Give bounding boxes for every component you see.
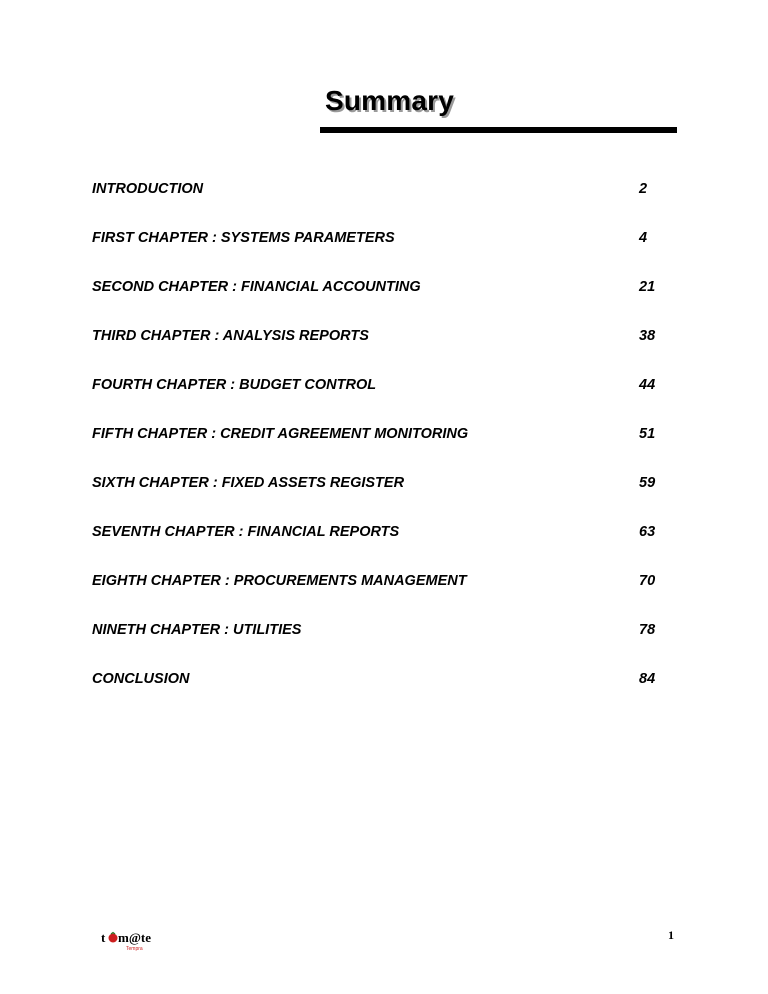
company-logo [100,929,160,953]
toc-entry-page: 44 [639,377,656,393]
logo-subtext: Tempra [126,946,143,952]
page-title: Summary [325,85,455,116]
toc-entry-fifth-chapter[interactable] [92,425,672,474]
toc-entry-label: SIXTH CHAPTER : FIXED ASSETS REGISTER [92,475,405,491]
table-of-contents [92,180,672,719]
logo-t-letter: t [101,930,106,945]
title-underline [320,127,677,133]
page-number: 1 [668,928,674,942]
toc-entry-first-chapter[interactable] [92,229,672,278]
toc-entry-page: 21 [639,279,656,295]
toc-entry-label: SECOND CHAPTER : FINANCIAL ACCOUNTING [92,279,421,295]
toc-entry-seventh-chapter[interactable] [92,523,672,572]
logo-rest-letters: m@te [118,930,152,945]
toc-entry-page: 84 [639,671,656,687]
toc-entry-page: 63 [639,524,656,540]
toc-entry-third-chapter[interactable] [92,327,672,376]
toc-entry-page: 2 [639,181,648,197]
toc-entry-page: 78 [639,622,656,638]
toc-entry-label: THIRD CHAPTER : ANALYSIS REPORTS [92,328,369,344]
toc-entry-label: INTRODUCTION [92,181,204,197]
toc-entry-label: EIGHTH CHAPTER : PROCUREMENTS MANAGEMENT [92,573,467,589]
toc-entry-second-chapter[interactable] [92,278,672,327]
toc-entry-label: SEVENTH CHAPTER : FINANCIAL REPORTS [92,524,400,540]
toc-entry-eighth-chapter[interactable] [92,572,672,621]
toc-entry-page: 4 [639,230,648,246]
toc-entry-page: 51 [639,426,656,442]
toc-entry-page: 59 [639,475,656,491]
toc-entry-introduction[interactable] [92,180,672,229]
toc-entry-page: 70 [639,573,656,589]
toc-entry-nineth-chapter[interactable] [92,621,672,670]
toc-entry-fourth-chapter[interactable] [92,376,672,425]
toc-entry-page: 38 [639,328,656,344]
toc-entry-label: NINETH CHAPTER : UTILITIES [92,622,302,638]
toc-entry-sixth-chapter[interactable] [92,474,672,523]
toc-entry-conclusion[interactable] [92,670,672,719]
logo-tomato-icon [109,934,118,943]
toc-entry-label: FOURTH CHAPTER : BUDGET CONTROL [92,377,377,393]
toc-entry-label: FIFTH CHAPTER : CREDIT AGREEMENT MONITORING [92,426,469,442]
toc-entry-label: FIRST CHAPTER : SYSTEMS PARAMETERS [92,230,395,246]
toc-entry-label: CONCLUSION [92,671,190,687]
